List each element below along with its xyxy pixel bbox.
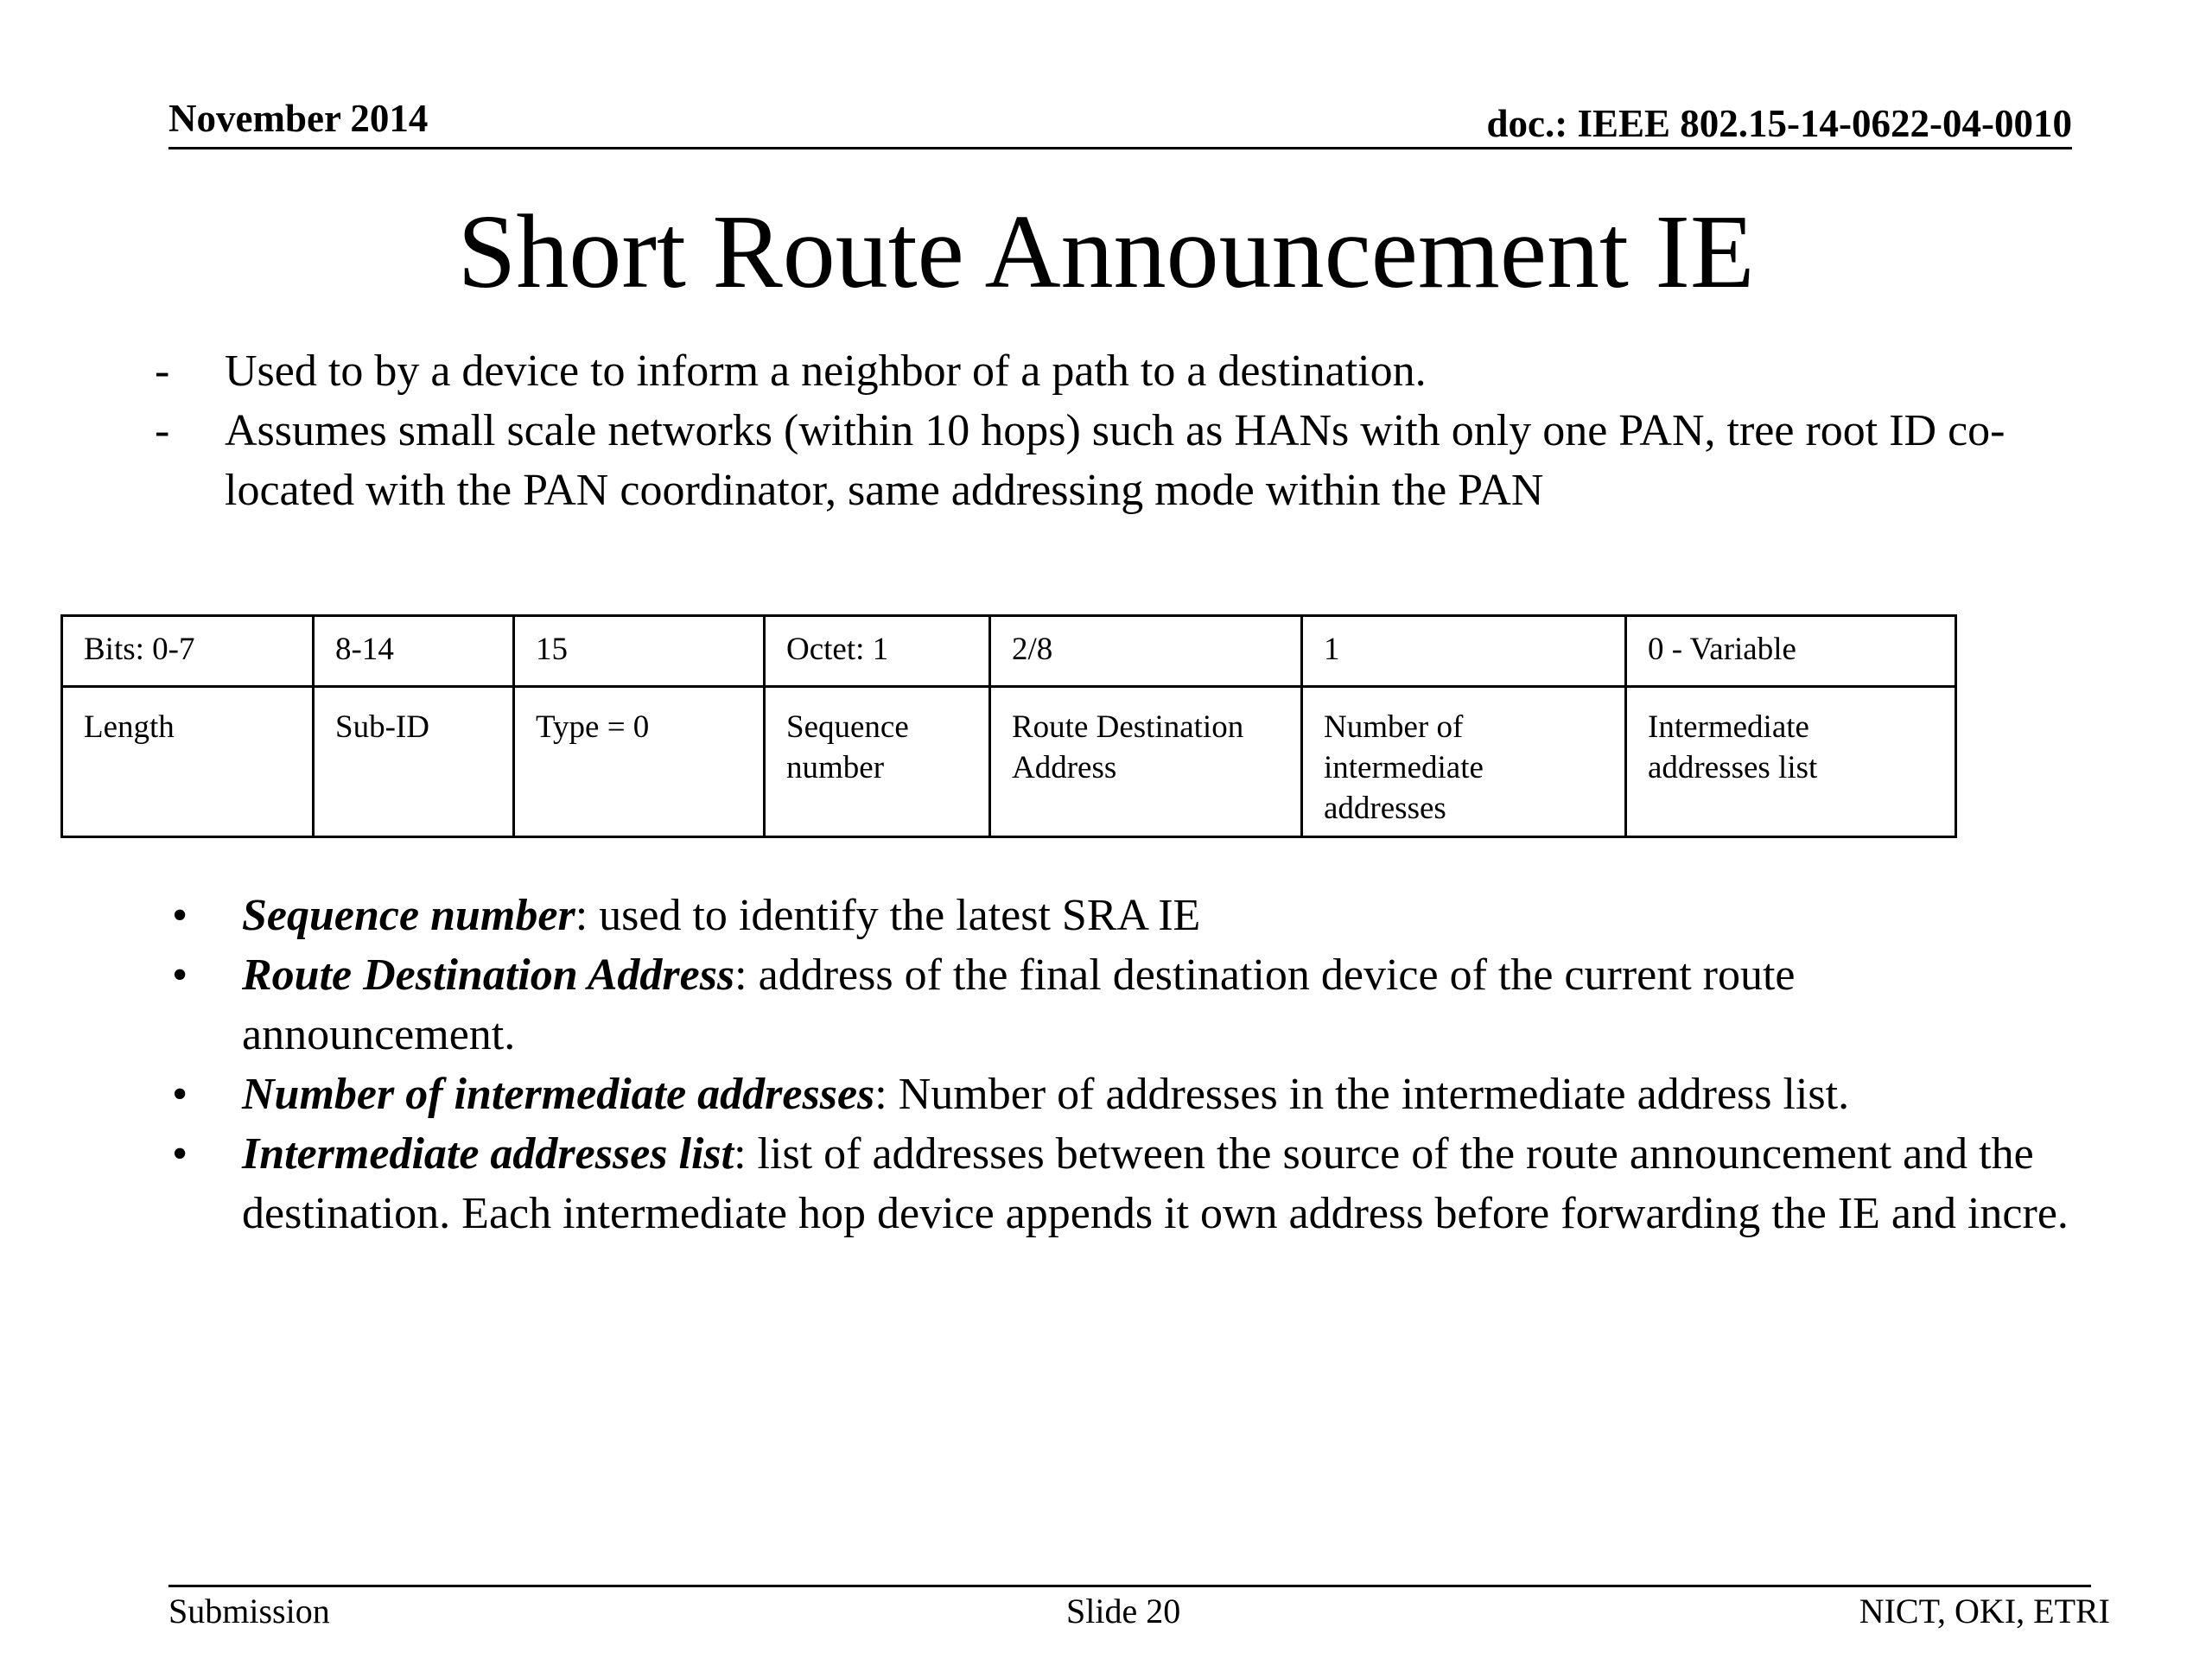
table-cell: Type = 0 — [514, 687, 765, 837]
definition-item — [168, 886, 2069, 945]
intro-list — [151, 341, 2104, 520]
definition-term: Number of intermediate addresses — [242, 1070, 875, 1119]
bullet-marker: • — [172, 1129, 188, 1179]
header-rule — [168, 147, 2072, 149]
bullet-marker: • — [172, 950, 188, 1000]
table-cell: Sequence number — [765, 687, 990, 837]
footer-rule — [168, 1585, 2091, 1587]
table-cell: Intermediate addresses list — [1626, 687, 1956, 837]
definition-item — [168, 1124, 2069, 1243]
intro-item-text: Used to by a device to inform a neighbor of a path to a destination. — [225, 346, 1427, 396]
table-cell: 15 — [514, 616, 765, 687]
bullet-marker: • — [172, 891, 188, 940]
table-cell: Octet: 1 — [765, 616, 990, 687]
slide-title: Short Route Announcement IE — [457, 194, 1755, 310]
table-row-fields — [62, 687, 1956, 837]
definition-item — [168, 945, 2069, 1065]
table-cell: Route Destination Address — [990, 687, 1302, 837]
intro-item — [151, 341, 2104, 401]
table-cell: Number of intermediate addresses — [1302, 687, 1626, 837]
dash-marker: - — [155, 406, 170, 455]
definition-term: Intermediate addresses list — [242, 1129, 734, 1179]
table-cell: 8-14 — [314, 616, 514, 687]
table-cell: Length — [62, 687, 314, 837]
definition-item — [168, 1065, 2069, 1124]
footer-authors: NICT, OKI, ETRI — [1859, 1592, 2110, 1630]
table-cell: 0 - Variable — [1626, 616, 1956, 687]
footer-slide-number: Slide 20 — [1066, 1592, 1181, 1630]
table-row-sizes — [62, 616, 1956, 687]
definition-term: Route Destination Address — [242, 950, 735, 1000]
definition-text: : used to identify the latest SRA IE — [575, 891, 1201, 940]
table-cell: Bits: 0-7 — [62, 616, 314, 687]
definition-text: : list of addresses between the source of the route announcement and the destination. Each intermediate hop device appends it own address before forwarding the IE and incre. — [242, 1129, 2069, 1238]
header-doc-id: doc.: IEEE 802.15-14-0622-04-0010 — [1486, 102, 2072, 145]
bullet-marker: • — [172, 1070, 188, 1119]
intro-item — [151, 401, 2104, 520]
table-cell: 2/8 — [990, 616, 1302, 687]
table-cell: Sub-ID — [314, 687, 514, 837]
ie-format-table — [60, 614, 1957, 838]
intro-item-text: Assumes small scale networks (within 10 hops) such as HANs with only one PAN, tree root ID co-located with the PAN coordinator, same addressing mode within the PAN — [225, 406, 2005, 515]
footer-submission: Submission — [168, 1592, 330, 1630]
definitions-list — [168, 886, 2069, 1243]
definition-text: : Number of addresses in the intermediate address list. — [874, 1070, 1850, 1119]
header-date: November 2014 — [168, 97, 429, 140]
dash-marker: - — [155, 346, 170, 396]
definition-term: Sequence number — [242, 891, 575, 940]
table-cell: 1 — [1302, 616, 1626, 687]
definition-text: : address of the final destination device of the current route announcement. — [242, 950, 1796, 1059]
